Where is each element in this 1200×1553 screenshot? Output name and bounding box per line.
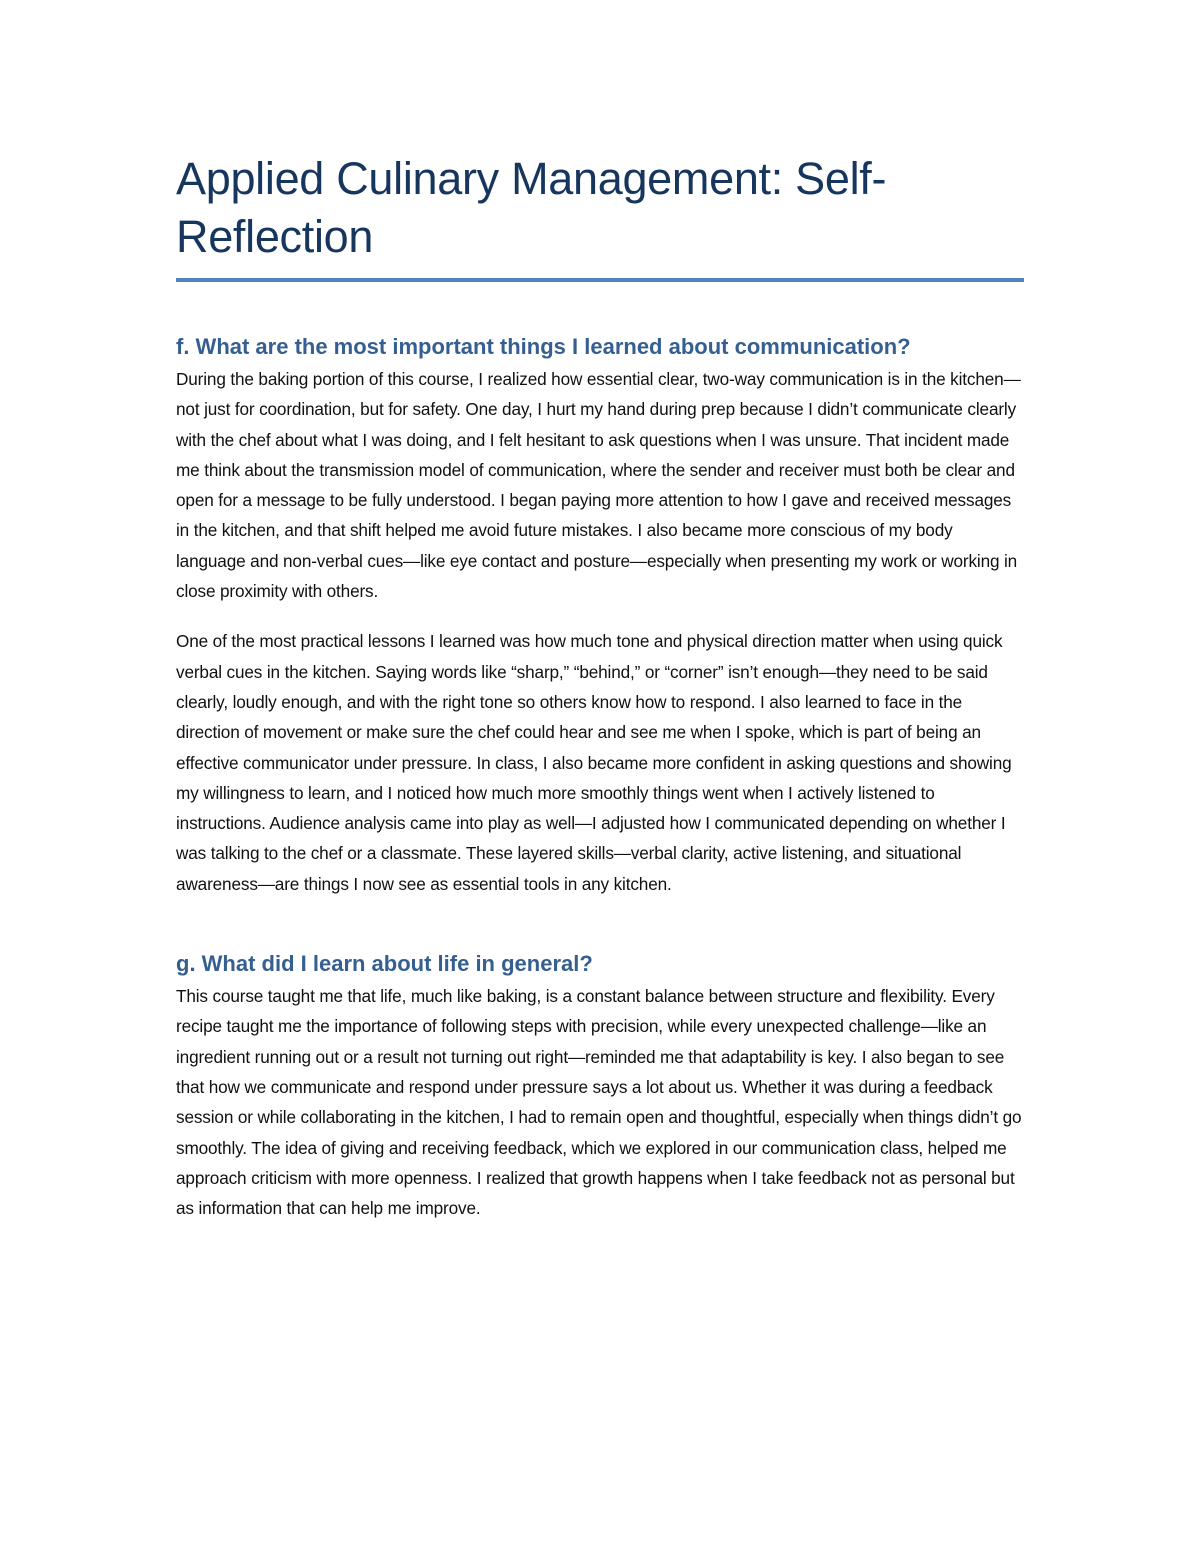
section-f-paragraph-1: During the baking portion of this course, I realized how essential clear, two-way communication is in the kitchen—not just for coordination, but for safety. One day, I hurt my hand during prep because I didn’t communicate clearly with the chef about what I was doing, and I felt hesitant to ask questions when I was unsure. That incident made me think about the transmission model of communication, where the sender and receiver must both be clear and open for a message to be fully understood. I began paying more attention to how I gave and received messages in the kitchen, and that shift helped me avoid future mistakes. I also became more conscious of my body language and non-verbal cues—like eye contact and posture—especially when presenting my work or working in close proximity with others. xyxy=(176,369,1021,602)
section-heading-g: g. What did I learn about life in general? xyxy=(176,951,593,977)
document-page xyxy=(176,150,1026,1223)
section-heading-f: f. What are the most important things I learned about communication? xyxy=(176,334,911,359)
title-underline xyxy=(176,278,1024,282)
document-title: Applied Culinary Management: Self-Reflection xyxy=(176,153,887,262)
section-g-paragraph-1: This course taught me that life, much like baking, is a constant balance between structure and flexibility. Every recipe taught me the importance of following steps with precision, while every unexpected challenge—like an ingredient running out or a result not turning out right—reminded me that adaptability is key. I also began to see that how we communicate and respond under pressure says a lot about us. Whether it was during a feedback session or while collaborating in the kitchen, I had to remain open and thoughtful, especially when things didn’t go smoothly. The idea of giving and receiving feedback, which we explored in our communication class, helped me approach criticism with more openness. I realized that growth happens when I take feedback not as personal but as information that can help me improve. xyxy=(176,986,1022,1219)
section-f-paragraph-2: One of the most practical lessons I learned was how much tone and physical direction matter when using quick verbal cues in the kitchen. Saying words like “sharp,” “behind,” or “corner” isn’t enough—they need to be said clearly, loudly enough, and with the right tone so others know how to respond. I also learned to face in the direction of movement or make sure the chef could hear and see me when I spoke, which is part of being an effective communicator under pressure. In class, I also became more confident in asking questions and showing my willingness to learn, and I noticed how much more smoothly things went when I actively listened to instructions. Audience analysis came into play as well—I adjusted how I communicated depending on whether I was talking to the chef or a classmate. These layered skills—verbal clarity, active listening, and situational awareness—are things I now see as essential tools in any kitchen. xyxy=(176,631,1012,894)
